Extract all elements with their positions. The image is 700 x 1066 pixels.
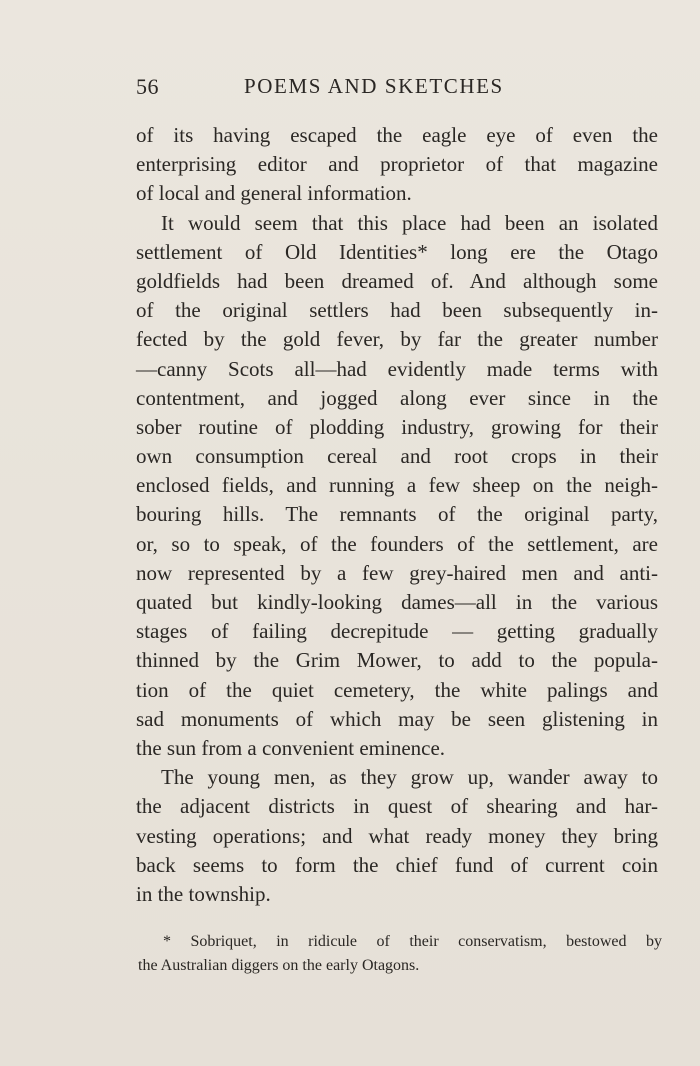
- text-line: back seems to form the chief fund of current coin: [136, 852, 658, 877]
- text-line: own consumption cereal and root crops in their: [136, 444, 658, 469]
- text-line: tion of the quiet cemetery, the white palings and: [136, 677, 658, 702]
- text-line: enterprising editor and proprietor of that magazine: [136, 152, 658, 177]
- text-line: thinned by the Grim Mower, to add to the popula-: [136, 648, 658, 673]
- text-line: bouring hills. The remnants of the original party,: [136, 502, 658, 527]
- text-line: the sun from a convenient eminence.: [136, 735, 446, 760]
- text-line: settlement of Old Identities* long ere the Otago: [136, 239, 658, 264]
- footnote: [138, 930, 662, 978]
- text-line: vesting operations; and what ready money they bring: [136, 823, 658, 848]
- text-line: sad monuments of which may be seen glistening in: [136, 706, 658, 731]
- body-text: [136, 121, 658, 909]
- text-line: the adjacent districts in quest of shearing and har-: [136, 794, 658, 819]
- page-header: [136, 74, 658, 104]
- text-line: or, so to speak, of the founders of the settlement, are: [136, 531, 658, 556]
- page-number: 56: [136, 74, 159, 99]
- text-line: of its having escaped the eagle eye of even the: [136, 123, 658, 147]
- text-line: sober routine of plodding industry, growing for their: [136, 414, 658, 439]
- text-line: now represented by a few grey-haired men and anti-: [136, 560, 658, 585]
- text-line: in the township.: [136, 881, 271, 906]
- text-line: of local and general information.: [136, 181, 412, 206]
- text-line: fected by the gold fever, by far the greater number: [136, 327, 658, 352]
- text-line: stages of failing decrepitude — getting gradually: [136, 619, 658, 644]
- text-line: quated but kindly-looking dames—all in the various: [136, 590, 658, 614]
- text-line: It would seem that this place had been an isolated: [161, 210, 658, 235]
- text-line: goldfields had been dreamed of. And although some: [136, 268, 658, 293]
- footnote-line: * Sobriquet, in ridicule of their conservatism, bestowed by: [163, 933, 662, 950]
- footnote-line: the Australian diggers on the early Otagons.: [138, 957, 420, 974]
- text-line: enclosed fields, and running a few sheep on the neigh-: [136, 473, 658, 498]
- text-line: —canny Scots all—had evidently made terms with: [136, 356, 658, 381]
- text-line: contentment, and jogged along ever since in the: [136, 385, 658, 410]
- text-line: of the original settlers had been subsequently in-: [136, 298, 658, 323]
- running-title: POEMS AND SKETCHES: [244, 74, 504, 98]
- text-line: The young men, as they grow up, wander away to: [161, 765, 658, 790]
